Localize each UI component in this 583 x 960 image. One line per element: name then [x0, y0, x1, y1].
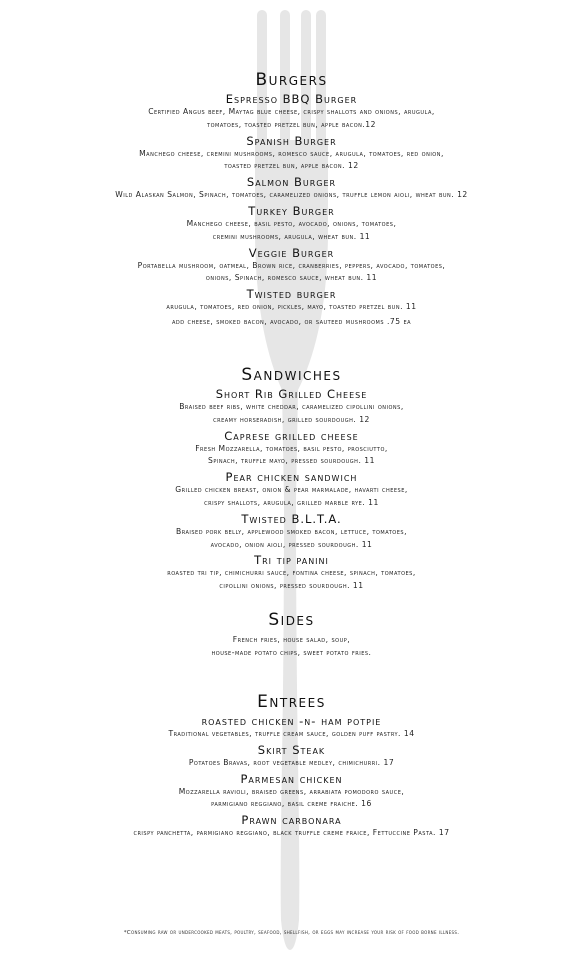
item-desc: Traditional vegetables, truffle cream sauce, golden puff pastry. 14 — [168, 729, 415, 738]
item-desc: Manchego cheese, cremini mushrooms, romesco sauce, arugula, tomatoes, red onion, toasted pretzel bun, apple bacon. 12 — [139, 148, 444, 171]
section-sides — [0, 610, 583, 660]
item-name: Veggie Burger — [248, 245, 335, 260]
item-desc: French fries, house salad, soup, house-made potato chips, sweet potato fries. — [211, 635, 372, 657]
item-name: Tri tip panini — [254, 553, 329, 568]
item-desc: Manchego cheese, basil pesto, avocado, onions, tomatoes, cremini mushrooms, arugula, wheat bun. 11 — [186, 218, 397, 241]
item-desc: Portabella mushroom, oatmeal, Brown rice, cranberries, peppers, avocado, tomatoes, onions, Spinach, romesco sauce, wheat bun. 11 — [137, 260, 446, 283]
item-desc: Braised beef ribs, white cheddar, caramelized cipollini onions, creamy horseradish, grilled sourdough. 12 — [179, 402, 404, 424]
item-desc: arugula, tomatoes, red onion, pickles, mayo, toasted pretzel bun. 11 — [166, 302, 417, 312]
item-name: Prawn carbonara — [241, 813, 342, 828]
item-name: Salmon Burger — [246, 175, 337, 190]
item-name: Twisted B.L.T.A. — [241, 511, 342, 526]
item-desc: Wild Alaskan Salmon, Spinach, tomatoes, caramelized onions, truffle lemon aioli, wheat bun. 12 — [115, 190, 468, 200]
item-desc: Mozzarella ravioli, braised greens, arrabiata pomodoro sauce, parmigiano reggiano, basil creme fraiche. 16 — [178, 786, 405, 809]
item-desc: Certified Angus beef, Maytag blue cheese, crispy shallots and onions, arugula, tomatoes, toasted pretzel bun, apple bacon.12 — [148, 107, 435, 129]
section-title: Entrees — [257, 692, 326, 712]
item-name: Pear chicken sandwich — [225, 470, 358, 485]
footnote: *Consuming raw or undercooked meats, poultry, seafood, shellfish, or eggs may increase your risk of food borne illness. — [123, 930, 460, 936]
item-name: Parmesan chicken — [240, 771, 343, 786]
item-name: Short Rib Grilled Cheese — [215, 387, 368, 401]
item-desc: Fresh Mozzarella, tomatoes, basil pesto, prosciutto, Spinach, truffle mayo, pressed sourdough. 11 — [195, 443, 388, 466]
section-title: Sides — [268, 610, 315, 630]
item-name: Spanish Burger — [246, 133, 337, 148]
item-desc: Grilled chicken breast, onion & pear marmalade, havarti cheese, crispy shallots, arugula, grilled marble rye. 11 — [175, 485, 408, 507]
item-name: Caprese grilled cheese — [224, 428, 359, 443]
section-title: Burgers — [255, 70, 328, 90]
item-desc: roasted tri tip, chimichurri sauce, fontina cheese, spinach, tomatoes, cipollini onions, pressed sourdough. 11 — [167, 568, 416, 591]
section-burgers — [0, 70, 583, 329]
section-title: Sandwiches — [241, 365, 342, 385]
item-addon: add cheese, smoked bacon, avocado, or sauteed mushrooms .75 ea — [171, 316, 412, 326]
item-desc: Braised pork belly, applewood smoked bacon, lettuce, tomatoes, avocado, onion aioli, pressed sourdough. 11 — [175, 526, 407, 549]
section-entrees — [0, 692, 583, 840]
item-name: Turkey Burger — [248, 203, 335, 218]
item-name: roasted chicken -n- ham potpie — [201, 714, 382, 728]
item-name: Espresso BBQ Burger — [225, 92, 358, 106]
item-name: Twisted burger — [246, 287, 337, 302]
item-desc: crispy panchetta, parmigiano reggiano, black truffle creme fraice, Fettuccine Pasta. 17 — [133, 828, 450, 838]
section-sandwiches — [0, 365, 583, 593]
item-desc: Potatoes Bravas, root vegetable medley, chimichurri. 17 — [188, 757, 395, 767]
item-name: Skirt Steak — [257, 742, 326, 757]
